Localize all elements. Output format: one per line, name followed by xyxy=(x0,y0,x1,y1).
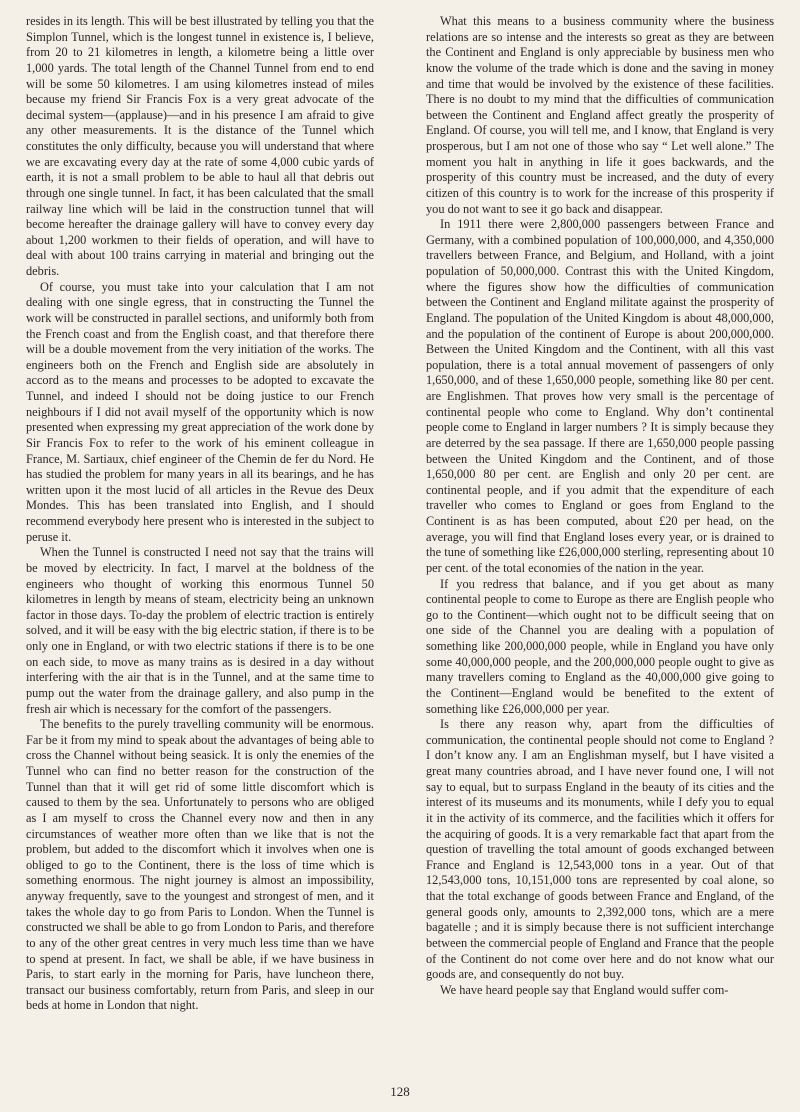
paragraph: The benefits to the purely travelling community will be enormous. Far be it from my mind to speak about the advantages of being able to cross the Channel without being seasick. It is only the enemies of the Tunnel who can find no better reason for the construction of the Tunnel than that it will get rid of some little discomfort which is caused to them by the sea. Unfortunately to persons who are obliged as I am myself to cross the Channel every now and then in any circumstances of weather more often than we like that is not the problem, but added to the discomfort which it involves when one is obliged to go to the Continent, there is the loss of time which is something enormous. The night journey is almost an impossibility, anyway frequently, save to the youngest and strongest of men, and it takes the whole day to go from Paris to London. When the Tunnel is constructed we shall be able to go from London to Paris, and therefore to any of the other great centres in very much less time than we have to spend at present. In fact, we shall be able, if we have business in Paris, to start early in the morning for Paris, have luncheon there, transact our business comfortably, return from Paris, and sleep in our beds at home in London that night. xyxy=(26,717,374,1013)
paragraph: Of course, you must take into your calculation that I am not dealing with one single egress, that in constructing the Tunnel the work will be constructed in parallel sections, and uniformly both from the French coast and from the English coast, and that therefore there will be a double movement from the very initiation of the works. The engineers both on the French and English side are absolutely in accord as to the means and processes to be adopted to excavate the Tunnel, and indeed I should not be doing justice to our French neighbours if I did not avail myself of the opportunity which is now presented when expressing my great appreciation of the work done by Sir Francis Fox to refer to the work of his eminent colleague in France, M. Sartiaux, chief engineer of the Chemin de fer du Nord. He has studied the problem for many years in all its bearings, and he has written upon it the most lucid of all articles in the Revue des Deux Mondes. This has been translated into English, and I should recommend everybody here present who is interested in the subject to peruse it. xyxy=(26,279,374,544)
left-column xyxy=(26,14,374,1014)
paragraph: Is there any reason why, apart from the difficulties of communication, the continental people should not come to England ? I don’t know any. I am an Englishman myself, but I have visited a great many countries abroad, and I have never found one, I will not say to equal, but to surpass England in the beauty of its cities and the interest of its museums and its monuments, while I defy you to equal it in the activity of its commerce, and the facilities which it offers for the acquiring of goods. It is a very remarkable fact that apart from the question of travelling the total amount of goods exchanged between France and England is 12,543,000 tons in a year. Out of that 12,543,000 tons, 10,151,000 tons are represented by coal alone, so that the total exchange of goods between France and England, of the general goods only, amounts to 2,392,000 tons, which are a mere bagatelle ; and it is simply because there is not sufficient interchange between the commercial people of England and France that the people of the Continent do not come over here and do not know what our goods are, and consequently do not buy. xyxy=(426,717,774,982)
right-column xyxy=(426,14,774,998)
paragraph: When the Tunnel is constructed I need not say that the trains will be moved by electricity. In fact, I marvel at the boldness of the engineers who thought of working this enormous Tunnel 50 kilometres in length by means of steam, electricity being an unknown factor in those days. To-day the problem of electric traction is entirely solved, and it will be easy with the big electric station, if there is to be only one in England, or with two electric stations if there is to be one on each side, to move as many trains as is desired in a day without interfering with the air that is in the Tunnel, and at the same time to pump out the water from the drainage gallery, and also pump in the fresh air which is necessary for the comfort of the passengers. xyxy=(26,545,374,716)
paragraph: In 1911 there were 2,800,000 passengers between France and Germany, with a combined population of 100,000,000, and 4,350,000 travellers between France, and Belgium, and Holland, with a joint population of 50,000,000. Contrast this with the United Kingdom, where the figures show how the difficulties of communication between the Continent and England militate against the prosperity of England. The population of the United Kingdom is about 48,000,000, and the population of the continent of Europe is about 200,000,000. Between the United Kingdom and the Continent, with all this vast population, there is a total annual movement of passengers of only 1,650,000, and of these 1,650,000 people, something like 80 per cent. are Englishmen. That proves how very small is the percentage of continental people who come to England. Why don’t continental people come to England in larger numbers ? It is simply because they are deterred by the sea passage. If there are 1,650,000 people passing between the United Kingdom and the Continent, and of those 1,650,000 80 per cent. are English and only 20 per cent. are continental people, and if you admit that the expenditure of each traveller who comes to England or goes from England to the Continent is as has been computed, about £20 per head, on the average, you will find that England loses every year, or is drained to the tune of something like £26,000,000 sterling, representing about 10 per cent. of the total economies of the nation in the year. xyxy=(426,217,774,575)
paragraph: resides in its length. This will be best illustrated by telling you that the Simplon Tunnel, which is the longest tunnel in existence is, I believe, from 20 to 21 kilometres in length, a kilometre being a little over 1,000 yards. The total length of the Channel Tunnel from end to end will be some 50 kilometres. I am using kilometres instead of miles because my friend Sir Francis Fox is a very great advocate of the decimal system—(applause)—and in his presence I am afraid to give any other measurements. It is the distance of the Tunnel which constitutes the only difficulty, because you will understand that where we are excavating every day at the rate of some 4,000 cubic yards of earth, it is not a small problem to be able to haul all that debris out through one single tunnel. In fact, it has been calculated that the small railway line which will be laid in the construction tunnel that will become hereafter the drainage gallery will have to convey every day about 1,200 workmen to their fields of operation, and will have to deal with about 100 trains carrying in material and bringing out the debris. xyxy=(26,14,374,278)
paragraph: We have heard people say that England would suffer com- xyxy=(440,982,729,997)
paragraph: If you redress that balance, and if you get about as many continental people to come to Europe as there are English people who go to the Continent—which ought not to be difficult seeing that on one side of the Channel you are dealing with a population of something like 200,000,000 people, while in England you have only some 40,000,000 people, and the 200,000,000 people ought to give as many travellers coming to England as the 40,000,000 give going to the Continent—England would be benefited to the extent of something like £26,000,000 per year. xyxy=(426,576,774,716)
page-number: 128 xyxy=(390,1084,410,1099)
paragraph: What this means to a business community where the business relations are so intense and the interests so great as they are between the Continent and England is only appreciable by business men who know the volume of the trade which is done and the saving in money and time that would be involved by the existence of these facilities. There is no doubt to my mind that the difficulties of communication between the Continent and England affect greatly the prosperity of England. Of course, you will tell me, and I know, that England is very prosperous, but I am not one of those who say “ Let well alone.” The moment you halt in anything in life it goes backwards, and the prosperity of this country must be increased, and the duty of every citizen of this country is to work for the increase of this prosperity if you do not want to see it go back and disappear. xyxy=(426,14,774,216)
